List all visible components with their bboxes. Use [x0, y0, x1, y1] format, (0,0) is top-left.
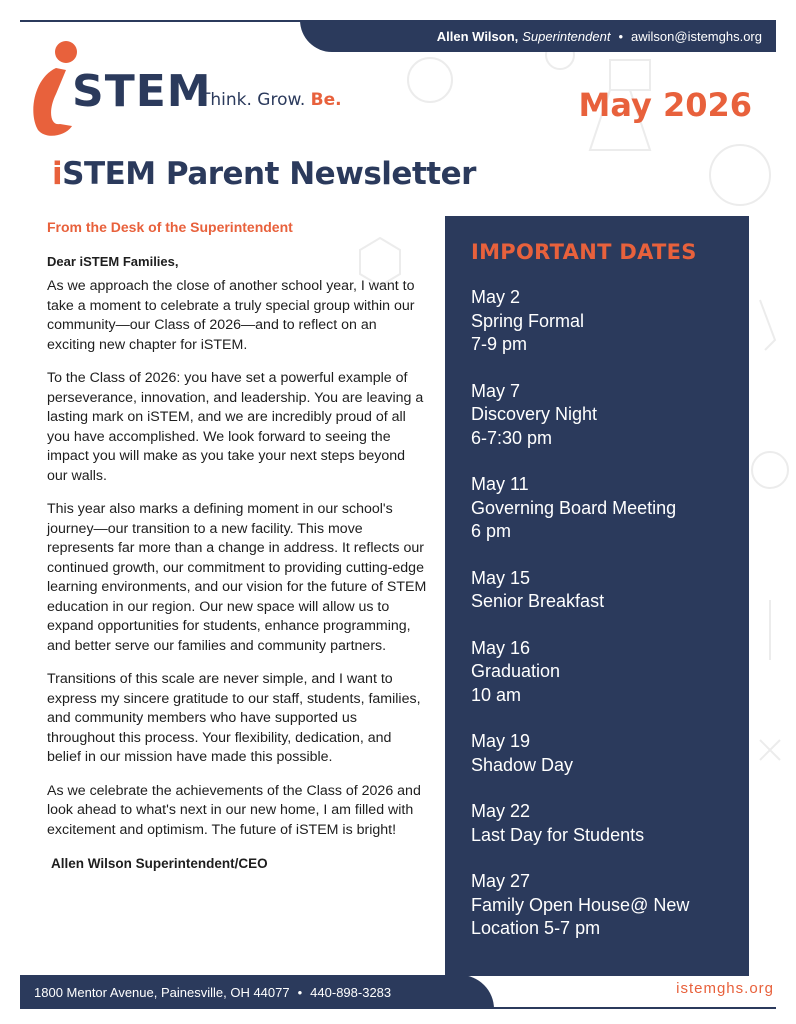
- date-detail: 10 am: [471, 684, 522, 705]
- date-item: [471, 380, 723, 451]
- logo-tagline: [200, 90, 342, 110]
- letter-paragraph: This year also marks a defining moment in our school's journey—our transition to a new facility. This move represents far more than a change in address. It reflects our continued growth, our commitment to providing cutting-edge learning environments, and our vision for the future of STEM education in our region. Our new space will allow us to expand opportunities for students, enhance programming, and better serve our families and community partners.: [47, 501, 427, 654]
- date-detail: Family Open House@ New: [471, 894, 690, 915]
- date-detail: 6-7:30 pm: [471, 427, 553, 448]
- issue-date: May 2026: [578, 86, 752, 124]
- date-day: May 19: [471, 731, 531, 751]
- date-day: May 16: [471, 637, 531, 658]
- footer-phone: 440-898-3283: [310, 984, 392, 1000]
- date-item: [471, 800, 723, 847]
- header-rule: [20, 20, 320, 22]
- logo-wordmark: STEM: [72, 66, 212, 117]
- date-detail: 7-9 pm: [471, 334, 528, 354]
- date-day: May 27: [471, 871, 531, 891]
- footer-separator: •: [297, 984, 303, 1000]
- date-detail: Discovery Night: [471, 404, 598, 424]
- superintendent-name: Allen Wilson,: [436, 28, 519, 44]
- footer-rule: [470, 1007, 776, 1009]
- date-day: May 11: [471, 474, 529, 494]
- footer-contact-bar: [20, 975, 494, 1009]
- date-item: [471, 286, 723, 357]
- date-item: [471, 637, 723, 708]
- date-detail: Spring Formal: [471, 310, 585, 331]
- letter-paragraph: Transitions of this scale are never simple, and I want to express my sincere gratitude to our staff, students, families, and community members who have supported us throughout this process. Your flexibility, dedication, and belief in our mission have made this possible.: [47, 671, 421, 765]
- date-item: [471, 473, 723, 544]
- letter-salutation: Dear iSTEM Families,: [47, 253, 179, 269]
- date-detail: Shadow Day: [471, 754, 574, 775]
- letter-signature: Allen Wilson Superintendent/CEO: [51, 856, 268, 871]
- date-detail: Senior Breakfast: [471, 591, 605, 611]
- footer-website-link[interactable]: istemghs.org: [676, 980, 774, 997]
- date-day: May 2: [471, 287, 521, 307]
- letter-paragraph: To the Class of 2026: you have set a powerful example of perseverance, innovation, and leadership. You are leaving a lasting mark on iSTEM, and we are incredibly proud of all you have accomplished. We look forward to seeing the impact you will make as you take your next steps beyond our walls.: [47, 370, 424, 484]
- header-separator: •: [618, 28, 624, 44]
- letter-heading: From the Desk of the Superintendent: [47, 219, 293, 235]
- letter-paragraph: As we celebrate the achievements of the Class of 2026 and look ahead to what's next in our new home, I am filled with excitement and optimism. The future of iSTEM is bright!: [47, 782, 421, 838]
- letter-paragraph: As we approach the close of another school year, I want to take a moment to celebrate a truly special group within our community—our Class of 2026—and to reflect on an exciting new chapter for iSTEM.: [47, 278, 415, 353]
- date-day: May 15: [471, 567, 531, 588]
- date-item: [471, 567, 723, 614]
- date-detail: Last Day for Students: [471, 824, 645, 845]
- title-prefix: i: [52, 156, 63, 192]
- date-day: May 22: [471, 801, 531, 821]
- date-detail: Location 5-7 pm: [471, 918, 601, 938]
- footer-address: 1800 Mentor Avenue, Painesville, OH 44077: [34, 984, 290, 1000]
- tagline-main: Think. Grow.: [200, 90, 311, 110]
- title-rest: STEM Parent Newsletter: [62, 156, 476, 192]
- tagline-be: Be.: [310, 90, 342, 110]
- date-day: May 7: [471, 380, 521, 401]
- header-email-link[interactable]: awilson@istemghs.org: [631, 28, 762, 44]
- important-dates-panel: [445, 216, 749, 976]
- date-detail: Governing Board Meeting: [471, 497, 677, 518]
- date-item: [471, 730, 723, 777]
- superintendent-letter: [47, 218, 427, 874]
- newsletter-title: [52, 156, 476, 192]
- header-contact-bar: [300, 20, 776, 52]
- date-item: [471, 870, 723, 941]
- important-dates-heading: IMPORTANT DATES: [471, 240, 697, 264]
- date-detail: Graduation: [471, 661, 561, 681]
- important-dates-list: [471, 286, 723, 941]
- superintendent-title: Superintendent: [522, 28, 611, 44]
- date-detail: 6 pm: [471, 521, 512, 541]
